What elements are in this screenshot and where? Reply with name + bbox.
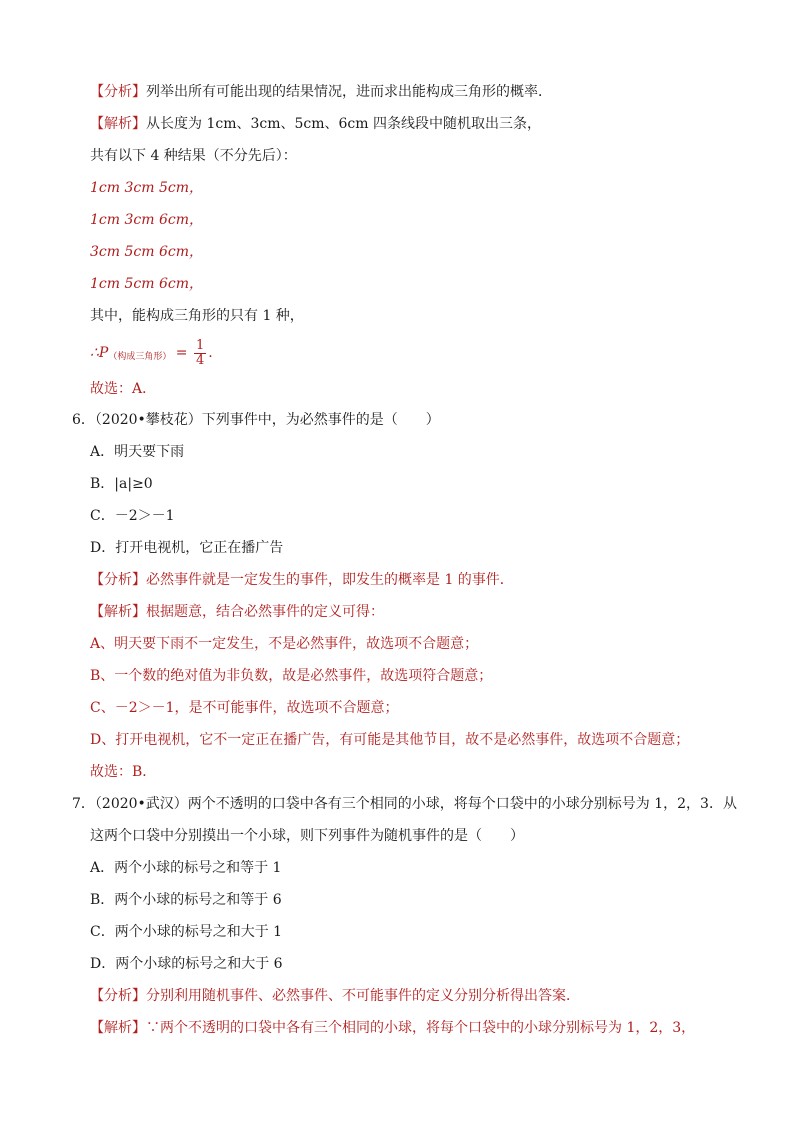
q6-solution-b: B、一个数的绝对值为非负数，故是必然事件，故选项符合题意；: [90, 668, 493, 684]
q6-analysis: [90, 570, 754, 590]
analysis-tag: 【分析】: [90, 84, 146, 100]
q6-option-c: C．－2＞－1: [90, 508, 175, 524]
probability-formula: [90, 336, 754, 374]
result-intro: 共有以下 4 种结果（不分先后）：: [90, 148, 297, 164]
q6-solution-a: A、明天要下雨不一定发生，不是必然事件，故选项不合题意；: [90, 636, 479, 652]
formula-end: .: [208, 345, 213, 361]
fraction-numerator: 1: [195, 337, 205, 353]
result-summary: 其中，能构成三角形的只有 1 种，: [90, 308, 304, 324]
solution-text: ∵两个不透明的口袋中各有三个相同的小球，将每个口袋中的小球分别标号为 1，2，3，: [146, 1020, 696, 1036]
q7-option-a: A．两个小球的标号之和等于 1: [90, 860, 282, 876]
result-item: 1cm 3cm 5cm，: [90, 180, 203, 196]
q6-option-b: B．|a|≥0: [90, 476, 153, 492]
q7-option-c: C．两个小球的标号之和大于 1: [90, 924, 283, 940]
solution-text: 从长度为 1cm、3cm、5cm、6cm 四条线段中随机取出三条，: [146, 116, 541, 132]
result-item: 3cm 5cm 6cm，: [90, 244, 203, 260]
solution-tag: 【解析】: [90, 604, 146, 620]
q7-option-d: D．两个小球的标号之和大于 6: [90, 956, 283, 972]
question-7-stem-cont: 这两个口袋中分别摸出一个小球，则下列事件为随机事件的是（ ）: [90, 828, 524, 844]
analysis-tag: 【分析】: [90, 988, 146, 1004]
solution-tag: 【解析】: [90, 1020, 146, 1036]
fraction-denominator: 4: [195, 352, 205, 368]
question-7-stem: 7．（2020•武汉）两个不透明的口袋中各有三个相同的小球，将每个口袋中的小球分别标号为 1，2，3．从: [72, 796, 737, 812]
q6-solution-c: C、－2＞－1，是不可能事件，故选项不合题意；: [90, 700, 399, 716]
solution-line: [90, 114, 754, 134]
analysis-text: 列举出所有可能出现的结果情况，进而求出能构成三角形的概率．: [146, 84, 552, 100]
q6-option-a: A．明天要下雨: [90, 444, 185, 460]
q7-solution: [90, 1018, 754, 1038]
q6-solution-d: D、打开电视机，它不一定正在播广告，有可能是其他节目，故不是必然事件，故选项不合题意；: [90, 732, 690, 748]
question-6-stem: 6．（2020•攀枝花）下列事件中，为必然事件的是（ ）: [72, 412, 440, 428]
fraction: [194, 339, 206, 368]
analysis-line: [90, 82, 754, 102]
q6-solution: [90, 602, 754, 622]
q7-analysis: [90, 986, 754, 1006]
solution-text: 根据题意，结合必然事件的定义可得：: [146, 604, 384, 620]
equals-sign: =: [171, 345, 192, 361]
answer-line: 故选：A．: [90, 381, 157, 397]
result-item: 1cm 3cm 6cm，: [90, 212, 203, 228]
analysis-tag: 【分析】: [90, 572, 146, 588]
solution-tag: 【解析】: [90, 116, 146, 132]
probability-symbol: ∴P: [90, 345, 109, 361]
q6-option-d: D．打开电视机，它正在播广告: [90, 540, 284, 556]
q6-answer: 故选：B．: [90, 764, 157, 780]
q7-option-b: B．两个小球的标号之和等于 6: [90, 892, 282, 908]
probability-subscript: （构成三角形）: [108, 352, 172, 362]
analysis-text: 分别利用随机事件、必然事件、不可能事件的定义分别分析得出答案．: [146, 988, 580, 1004]
analysis-text: 必然事件就是一定发生的事件，即发生的概率是 1 的事件．: [146, 572, 514, 588]
result-item: 1cm 5cm 6cm，: [90, 276, 203, 292]
